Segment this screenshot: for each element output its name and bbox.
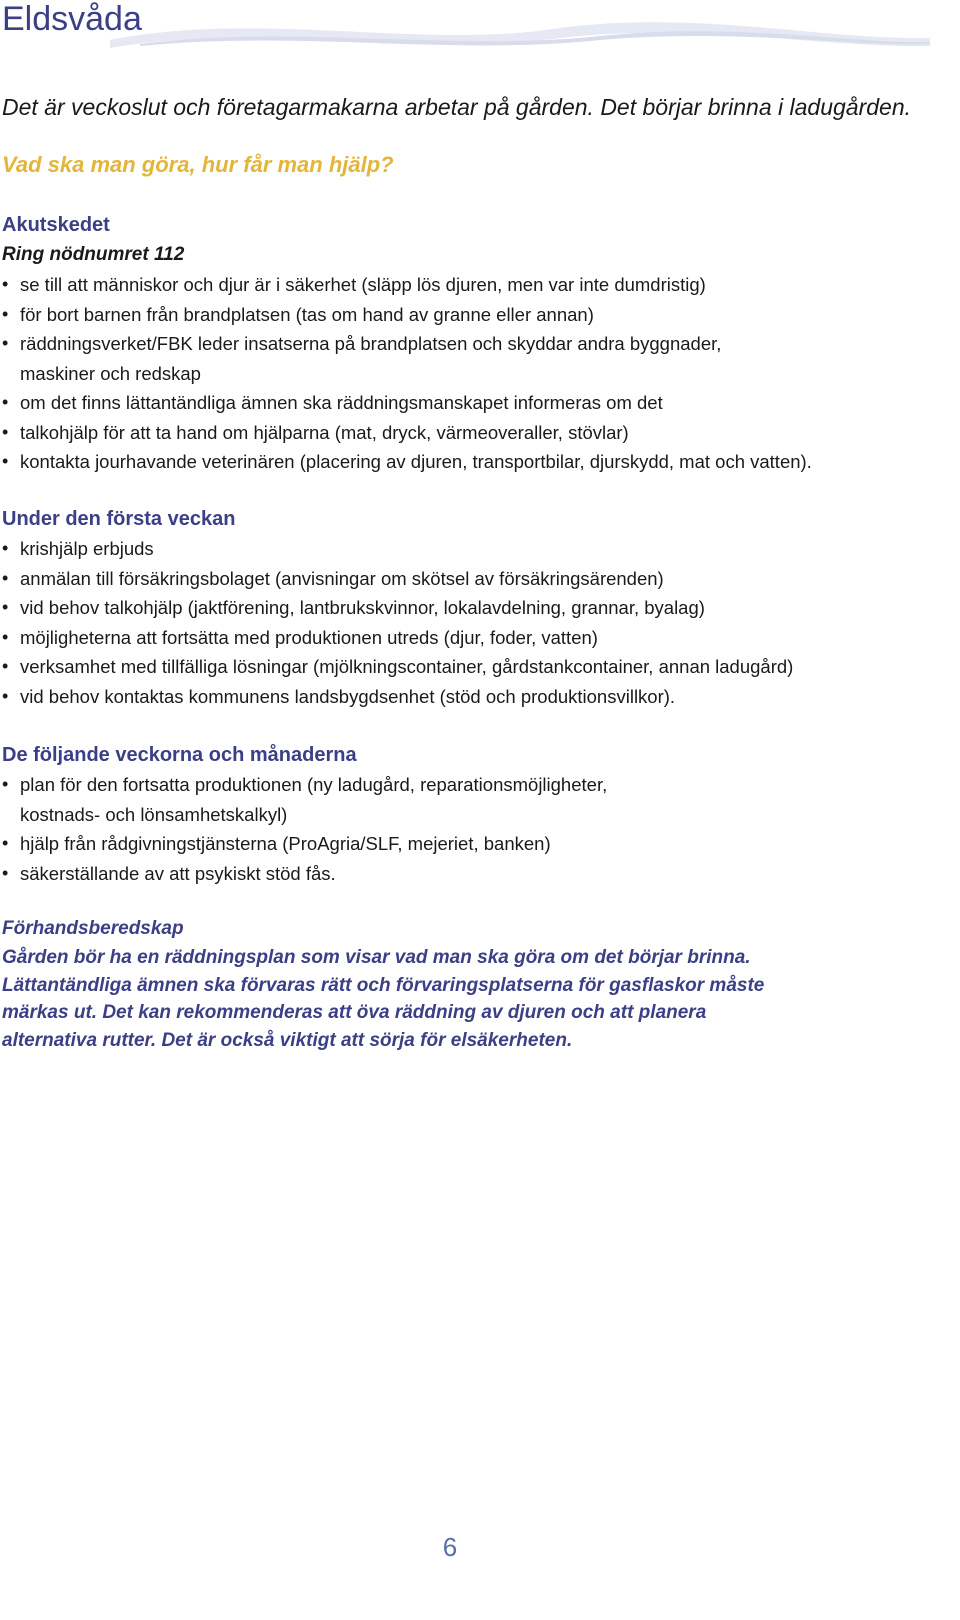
list-item: • krishjälp erbjuds: [2, 534, 952, 564]
section-heading: De följande veckorna och månaderna: [2, 744, 357, 766]
list-item: • vid behov talkohjälp (jaktförening, lantbrukskvinnor, lokalavdelning, grannar, byalag): [2, 593, 952, 623]
bullet-list: [2, 534, 952, 711]
list-item: • verksamhet med tillfälliga lösningar (mjölkningscontainer, gårdstankcontainer, annan ladugård): [2, 652, 952, 682]
bullet-list: [2, 770, 952, 888]
list-item: • möjligheterna att fortsätta med produktionen utreds (djur, foder, vatten): [2, 623, 952, 653]
preparedness-line: Lättantändliga ämnen ska förvaras rätt och förvaringsplatserna för gasflaskor måste: [2, 974, 765, 996]
list-item: • om det finns lättantändliga ämnen ska räddningsmanskapet informeras om det: [2, 388, 952, 418]
section-heading: Under den första veckan: [2, 508, 236, 530]
list-item: • räddningsverket/FBK leder insatserna på brandplatsen och skyddar andra byggnader,: [2, 329, 952, 359]
emergency-number-heading: Ring nödnumret 112: [2, 244, 185, 265]
list-item-continuation: kostnads- och lönsamhetskalkyl): [20, 803, 288, 825]
section-heading: Akutskedet: [2, 214, 110, 236]
bullet-list: [2, 270, 952, 477]
question-text: Vad ska man göra, hur får man hjälp?: [2, 152, 394, 177]
page-number: 6: [442, 1532, 458, 1562]
page-title: Eldsvåda: [2, 0, 142, 38]
section-heading: Förhandsberedskap: [2, 918, 184, 939]
list-item: • talkohjälp för att ta hand om hjälparna (mat, dryck, värmeoveraller, stövlar): [2, 418, 952, 448]
list-item: • anmälan till försäkringsbolaget (anvisningar om skötsel av försäkringsärenden): [2, 564, 952, 594]
list-item-continuation: maskiner och redskap: [20, 362, 201, 384]
intro-text: Det är veckoslut och företagarmakarna arbetar på gården. Det börjar brinna i ladugården.: [2, 94, 912, 120]
preparedness-line: Gården bör ha en räddningsplan som visar vad man ska göra om det börjar brinna.: [2, 947, 751, 968]
list-item: • plan för den fortsatta produktionen (ny ladugård, reparationsmöjligheter,: [2, 770, 952, 800]
section-forhandsberedskap: [2, 914, 902, 1054]
section-akutskedet: [2, 210, 952, 477]
preparedness-line: alternativa rutter. Det är också viktigt att sörja för elsäkerheten.: [2, 1029, 573, 1051]
preparedness-line: märkas ut. Det kan rekommenderas att öva räddning av djuren och att planera: [2, 1002, 707, 1023]
section-forsta-veckan: [2, 504, 952, 711]
header-wave-decoration: [0, 0, 960, 60]
list-item: • se till att människor och djur är i säkerhet (släpp lös djuren, men var inte dumdristig): [2, 270, 952, 300]
section-foljande-veckorna: [2, 740, 952, 888]
list-item: • säkerställande av att psykiskt stöd fås.: [2, 859, 952, 889]
list-item: • vid behov kontaktas kommunens landsbygdsenhet (stöd och produktionsvillkor).: [2, 682, 952, 712]
list-item: • hjälp från rådgivningstjänsterna (ProAgria/SLF, mejeriet, banken): [2, 829, 952, 859]
list-item: • kontakta jourhavande veterinären (placering av djuren, transportbilar, djurskydd, mat och vatten).: [2, 447, 952, 477]
list-item: • för bort barnen från brandplatsen (tas om hand av granne eller annan): [2, 300, 952, 330]
